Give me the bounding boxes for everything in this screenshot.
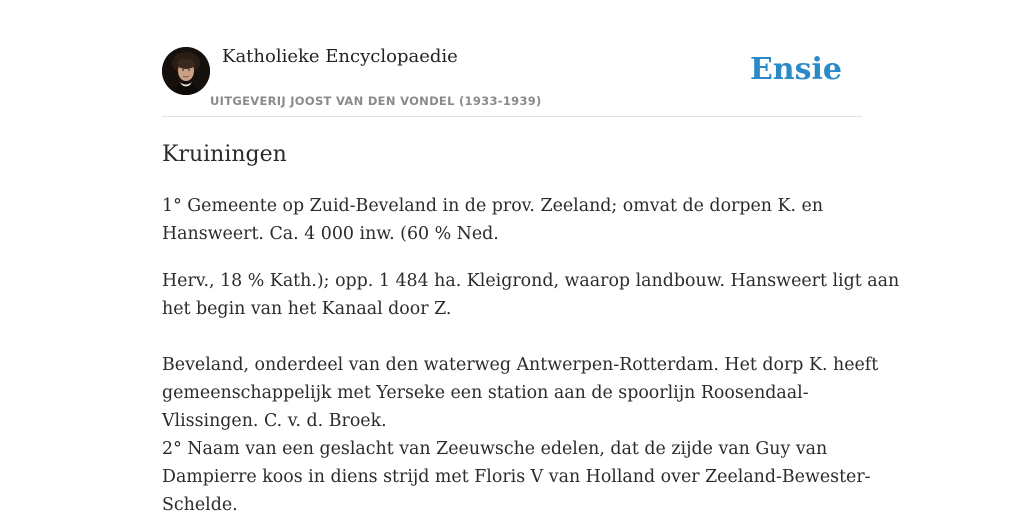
paragraph-line: 2° Naam van een geslacht van Zeeuwsche edelen, dat de zijde van Guy van: [162, 439, 828, 459]
paragraph-line: Hansweert. Ca. 4 000 inw. (60 % Ned.: [162, 224, 499, 244]
ensie-logo-link[interactable]: Ensie: [749, 52, 842, 87]
paragraph-line: 1° Gemeente op Zuid-Beveland in de prov. Zeeland; omvat de dorpen K. en: [162, 196, 824, 216]
article: [162, 140, 900, 512]
article-paragraph: [162, 267, 899, 323]
site-subtitle: UITGEVERIJ JOOST VAN DEN VONDEL (1933-1939): [210, 94, 542, 108]
paragraph-line: Dampierre koos in diens strijd met Floris V van Holland over Zeeland-Bewester-: [162, 467, 871, 487]
site-header: [162, 0, 862, 117]
article-title: Kruiningen: [162, 142, 287, 167]
paragraph-line: het begin van het Kanaal door Z.: [162, 299, 452, 319]
paragraph-line: Schelde.: [162, 495, 238, 512]
site-title[interactable]: Katholieke Encyclopaedie: [222, 46, 458, 67]
paragraph-line: Beveland, onderdeel van den waterweg Antwerpen-Rotterdam. Het dorp K. heeft: [162, 355, 879, 375]
article-paragraph: [162, 351, 878, 512]
article-paragraph: [162, 192, 823, 248]
paragraph-line: Herv., 18 % Kath.); opp. 1 484 ha. Kleigrond, waarop landbouw. Hansweert ligt aan: [162, 271, 900, 291]
paragraph-line: gemeenschappelijk met Yerseke een station aan de spoorlijn Roosendaal-: [162, 383, 809, 403]
paragraph-line: Vlissingen. C. v. d. Broek.: [162, 411, 387, 431]
author-portrait-avatar[interactable]: [162, 47, 210, 95]
portrait-image: [162, 47, 210, 95]
